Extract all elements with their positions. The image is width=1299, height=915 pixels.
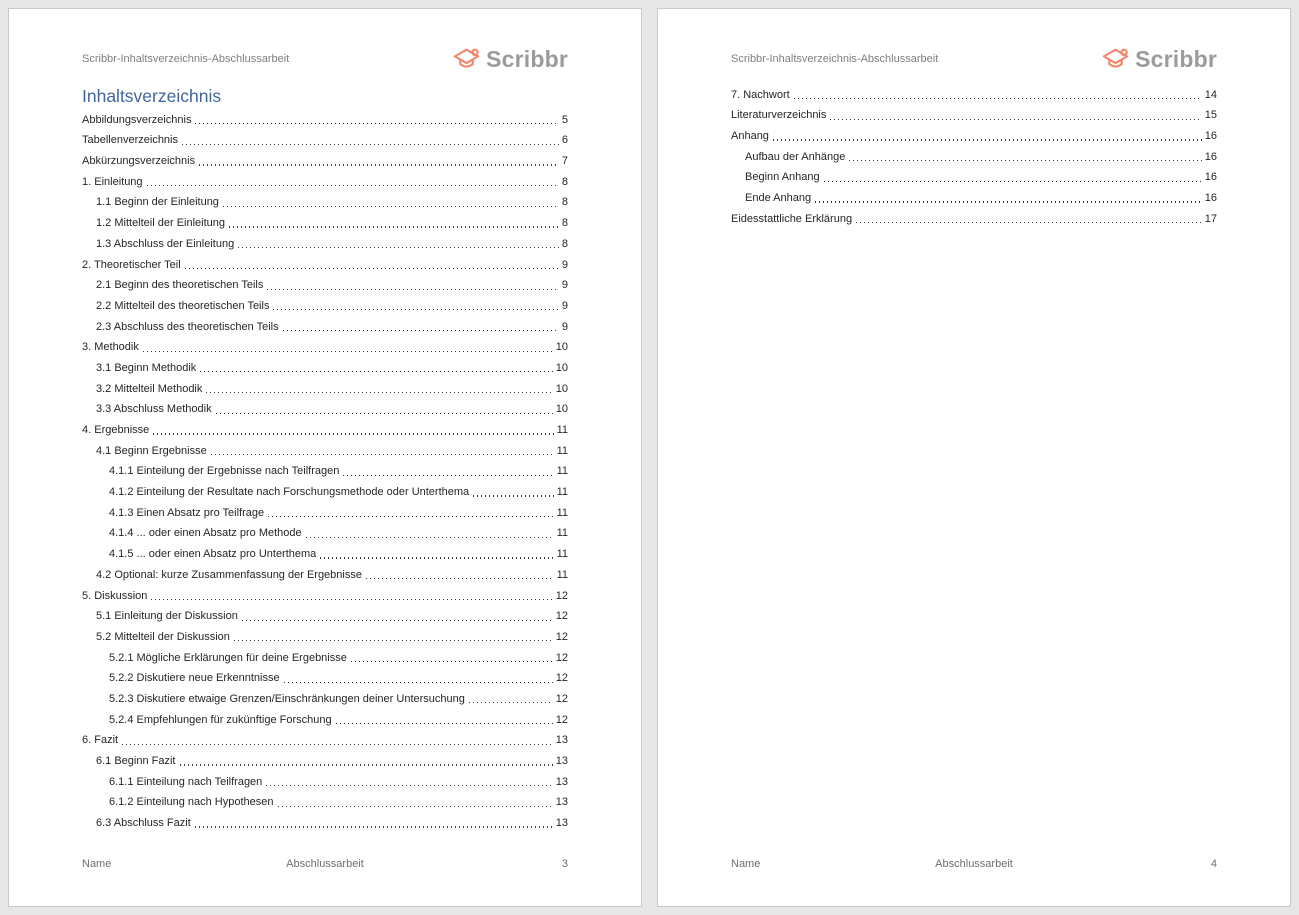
toc-entry[interactable] — [82, 769, 568, 790]
toc-entry-page: 9 — [561, 279, 568, 292]
toc-entry-page: 13 — [555, 734, 568, 747]
toc-entry-page: 11 — [556, 465, 568, 478]
toc-entry[interactable] — [82, 666, 568, 687]
toc-entry-page: 6 — [561, 134, 568, 147]
toc-list — [82, 107, 568, 831]
dot-leader — [849, 160, 1201, 161]
toc-entry-page: 16 — [1204, 150, 1217, 163]
dot-leader — [336, 723, 553, 724]
toc-entry-label: Eidesstattliche Erklärung — [731, 212, 853, 225]
toc-entry-label: Abkürzungsverzeichnis — [82, 155, 196, 168]
dot-leader — [824, 181, 1202, 182]
toc-entry-label: 5.2.3 Diskutiere etwaige Grenzen/Einschränkungen deiner Untersuchung — [109, 692, 465, 705]
toc-entry-page: 10 — [555, 341, 568, 354]
toc-entry[interactable] — [82, 148, 568, 169]
toc-entry-page: 12 — [555, 610, 568, 623]
toc-entry-page: 10 — [555, 361, 568, 374]
toc-entry-label: 6. Fazit — [82, 734, 119, 747]
toc-entry-label: Aufbau der Anhänge — [745, 150, 846, 163]
dot-leader — [153, 433, 553, 434]
toc-entry[interactable] — [82, 376, 568, 397]
toc-entry-page: 14 — [1204, 88, 1217, 101]
dot-leader — [151, 599, 552, 600]
toc-entry-label: 5.2.1 Mögliche Erklärungen für deine Ergebnisse — [109, 651, 347, 664]
toc-entry[interactable] — [82, 562, 568, 583]
toc-entry-page: 12 — [555, 630, 568, 643]
dot-leader — [306, 537, 554, 538]
toc-entry-page: 11 — [556, 444, 568, 457]
dot-leader — [242, 620, 553, 621]
toc-entry-label: 4.1.2 Einteilung der Resultate nach Forschungsmethode oder Unterthema — [109, 486, 470, 499]
dot-leader — [234, 640, 553, 641]
toc-entry[interactable] — [82, 314, 568, 335]
toc-entry[interactable] — [82, 169, 568, 190]
toc-entry-page: 9 — [561, 320, 568, 333]
toc-list — [731, 82, 1217, 227]
toc-entry[interactable] — [82, 541, 568, 562]
toc-entry-page: 15 — [1204, 109, 1217, 122]
toc-entry-page: 7 — [561, 155, 568, 168]
toc-entry-label: Abbildungsverzeichnis — [82, 113, 192, 126]
toc-entry[interactable] — [82, 128, 568, 149]
dot-leader — [182, 144, 559, 145]
scribbr-logo — [1101, 46, 1217, 73]
dot-leader — [200, 371, 552, 372]
toc-entry[interactable] — [82, 190, 568, 211]
page-header — [82, 9, 568, 77]
toc-entry[interactable] — [82, 335, 568, 356]
toc-entry-page: 17 — [1204, 212, 1217, 225]
toc-entry[interactable] — [82, 686, 568, 707]
toc-entry-label: 4. Ergebnisse — [82, 424, 150, 436]
toc-entry-page: 10 — [555, 382, 568, 395]
toc-entry-page: 8 — [561, 217, 568, 230]
toc-entry-page: 13 — [555, 817, 568, 830]
toc-entry-label: 5.1 Einleitung der Diskussion — [96, 610, 238, 623]
toc-entry-label: 4.2 Optional: kurze Zusammenfassung der Ergebnisse — [96, 568, 362, 581]
toc-entry-page: 11 — [556, 527, 568, 540]
toc-entry[interactable] — [82, 107, 568, 128]
toc-entry-label: 4.1.5 ... oder einen Absatz pro Unterthema — [109, 548, 317, 561]
toc-entry-page: 13 — [555, 775, 568, 788]
toc-entry-label: 4.1.1 Einteilung der Ergebnisse nach Teilfragen — [109, 465, 340, 478]
dot-leader — [284, 682, 553, 683]
footer-page-number: 4 — [1210, 858, 1217, 870]
toc-entry-label: 4.1.4 ... oder einen Absatz pro Methode — [109, 527, 302, 540]
dot-leader — [147, 185, 559, 186]
dot-leader — [266, 785, 552, 786]
toc-entry-label: 6.1 Beginn Fazit — [96, 755, 176, 767]
toc-entry[interactable] — [82, 397, 568, 418]
footer-author: Name — [731, 858, 761, 870]
toc-entry-label: 2. Theoretischer Teil — [82, 258, 181, 271]
dot-leader — [794, 98, 1202, 99]
toc-entry-page: 12 — [555, 713, 568, 726]
toc-entry[interactable] — [731, 206, 1217, 227]
dot-leader — [473, 495, 553, 496]
dot-leader — [267, 289, 559, 290]
toc-entry-page: 10 — [555, 403, 568, 416]
toc-entry-label: 6.3 Abschluss Fazit — [96, 817, 191, 830]
toc-entry-label: Tabellenverzeichnis — [82, 134, 178, 147]
toc-entry-page: 11 — [556, 424, 568, 436]
toc-entry[interactable] — [82, 252, 568, 273]
dot-leader — [199, 164, 559, 165]
document-page-3 — [8, 8, 642, 907]
toc-entry-page: 8 — [561, 175, 568, 188]
toc-entry[interactable] — [82, 604, 568, 625]
toc-entry-page: 13 — [555, 796, 568, 809]
dot-leader — [366, 578, 554, 579]
dot-leader — [229, 226, 559, 227]
dot-leader — [180, 764, 553, 765]
toc-entry[interactable] — [82, 500, 568, 521]
toc-entry[interactable] — [82, 707, 568, 728]
dot-leader — [856, 222, 1202, 223]
toc-entry-label: 1.1 Beginn der Einleitung — [96, 196, 219, 209]
toc-entry[interactable] — [82, 273, 568, 294]
toc-entry-page: 5 — [561, 113, 568, 126]
page-header — [731, 9, 1217, 77]
footer-page-number: 3 — [561, 858, 568, 870]
toc-entry-label: 1. Einleitung — [82, 175, 143, 188]
dot-leader — [830, 119, 1201, 120]
toc-entry-label: 3.1 Beginn Methodik — [96, 361, 197, 374]
scribbr-logo — [452, 46, 568, 73]
toc-entry[interactable] — [731, 144, 1217, 165]
toc-entry-label: 4.1 Beginn Ergebnisse — [96, 444, 207, 457]
toc-entry-page: 12 — [555, 651, 568, 664]
toc-title: Inhaltsverzeichnis — [82, 86, 222, 106]
toc-entry[interactable] — [82, 479, 568, 500]
dot-leader — [351, 661, 553, 662]
graduation-cap-icon — [1101, 47, 1130, 72]
footer-doc-type: Abschlussarbeit — [935, 858, 1013, 870]
dot-leader — [185, 268, 559, 269]
dot-leader — [195, 826, 553, 827]
toc-entry[interactable] — [82, 417, 568, 438]
toc-entry-label: Ende Anhang — [745, 192, 812, 205]
toc-entry-label: Literaturverzeichnis — [731, 109, 827, 122]
toc-entry-page: 8 — [561, 196, 568, 209]
toc-entry-page: 8 — [561, 237, 568, 250]
toc-entry-label: 3.3 Abschluss Methodik — [96, 403, 212, 416]
dot-leader — [211, 454, 554, 455]
toc-entry-page: 12 — [555, 589, 568, 602]
document-page-4 — [657, 8, 1291, 907]
toc-entry-page: 11 — [556, 548, 568, 561]
toc-entry-page: 11 — [556, 506, 568, 519]
dot-leader — [195, 123, 558, 124]
toc-entry-page: 13 — [555, 755, 568, 767]
toc-entry[interactable] — [82, 583, 568, 604]
graduation-cap-icon — [452, 47, 481, 72]
dot-leader — [143, 351, 553, 352]
toc-entry-page: 12 — [555, 692, 568, 705]
dot-leader — [206, 392, 552, 393]
toc-entry[interactable] — [731, 103, 1217, 124]
toc-entry-label: 3. Methodik — [82, 341, 139, 354]
toc-entry-label: 7. Nachwort — [731, 88, 790, 101]
toc-entry-label: 5.2.4 Empfehlungen für zukünftige Forschung — [109, 713, 332, 726]
toc-entry[interactable] — [82, 790, 568, 811]
toc-entry[interactable] — [731, 123, 1217, 144]
dot-leader — [122, 744, 553, 745]
dot-leader — [773, 139, 1202, 140]
dot-leader — [343, 475, 553, 476]
toc-entry-page: 11 — [556, 568, 568, 581]
toc-entry-label: 5.2 Mittelteil der Diskussion — [96, 630, 230, 643]
dot-leader — [223, 206, 559, 207]
dot-leader — [278, 806, 553, 807]
toc-entry[interactable] — [82, 210, 568, 231]
dot-leader — [469, 702, 553, 703]
dot-leader — [273, 309, 558, 310]
page-footer — [731, 858, 1217, 870]
running-head: Scribbr-Inhaltsverzeichnis-Abschlussarbeit — [82, 53, 290, 65]
toc-entry[interactable] — [731, 185, 1217, 206]
dot-leader — [815, 201, 1202, 202]
toc-entry-label: 2.1 Beginn des theoretischen Teils — [96, 279, 264, 292]
scribbr-wordmark: Scribbr — [486, 45, 568, 72]
running-head: Scribbr-Inhaltsverzeichnis-Abschlussarbeit — [731, 53, 939, 65]
toc-entry[interactable] — [731, 165, 1217, 186]
toc-entry-page: 9 — [561, 299, 568, 312]
toc-entry[interactable] — [82, 728, 568, 749]
dot-leader — [238, 247, 559, 248]
toc-entry-page: 9 — [561, 258, 568, 271]
toc-entry-page: 11 — [556, 486, 568, 499]
dot-leader — [216, 413, 553, 414]
toc-entry-label: 5. Diskussion — [82, 589, 148, 602]
toc-entry-label: 2.3 Abschluss des theoretischen Teils — [96, 320, 279, 333]
toc-entry-page: 16 — [1204, 171, 1217, 184]
toc-entry[interactable] — [82, 810, 568, 831]
toc-entry-page: 16 — [1204, 192, 1217, 205]
dot-leader — [320, 557, 553, 558]
toc-entry[interactable] — [82, 355, 568, 376]
toc-entry-label: 2.2 Mittelteil des theoretischen Teils — [96, 299, 270, 312]
scribbr-wordmark: Scribbr — [1135, 45, 1217, 72]
toc-entry-label: Anhang — [731, 130, 769, 143]
toc-entry[interactable] — [82, 645, 568, 666]
toc-entry[interactable] — [82, 438, 568, 459]
toc-entry-label: 1.2 Mittelteil der Einleitung — [96, 217, 226, 230]
toc-entry-page: 16 — [1204, 130, 1217, 143]
toc-entry[interactable] — [731, 82, 1217, 103]
toc-entry-label: 5.2.2 Diskutiere neue Erkenntnisse — [109, 672, 280, 685]
footer-author: Name — [82, 858, 112, 870]
toc-entry[interactable] — [82, 293, 568, 314]
toc-entry[interactable] — [82, 231, 568, 252]
toc-entry-label: 4.1.3 Einen Absatz pro Teilfrage — [109, 506, 265, 519]
footer-doc-type: Abschlussarbeit — [286, 858, 364, 870]
toc-entry-page: 12 — [555, 672, 568, 685]
toc-entry-label: 1.3 Abschluss der Einleitung — [96, 237, 235, 250]
toc-entry[interactable] — [82, 521, 568, 542]
page-footer — [82, 858, 568, 870]
toc-entry-label: 6.1.1 Einteilung nach Teilfragen — [109, 775, 263, 788]
toc-entry-label: 3.2 Mittelteil Methodik — [96, 382, 203, 395]
dot-leader — [268, 516, 553, 517]
toc-entry-label: Beginn Anhang — [745, 171, 820, 184]
toc-entry[interactable] — [82, 748, 568, 769]
toc-entry[interactable] — [82, 624, 568, 645]
dot-leader — [283, 330, 559, 331]
toc-entry[interactable] — [82, 459, 568, 480]
toc-entry-label: 6.1.2 Einteilung nach Hypothesen — [109, 796, 274, 809]
